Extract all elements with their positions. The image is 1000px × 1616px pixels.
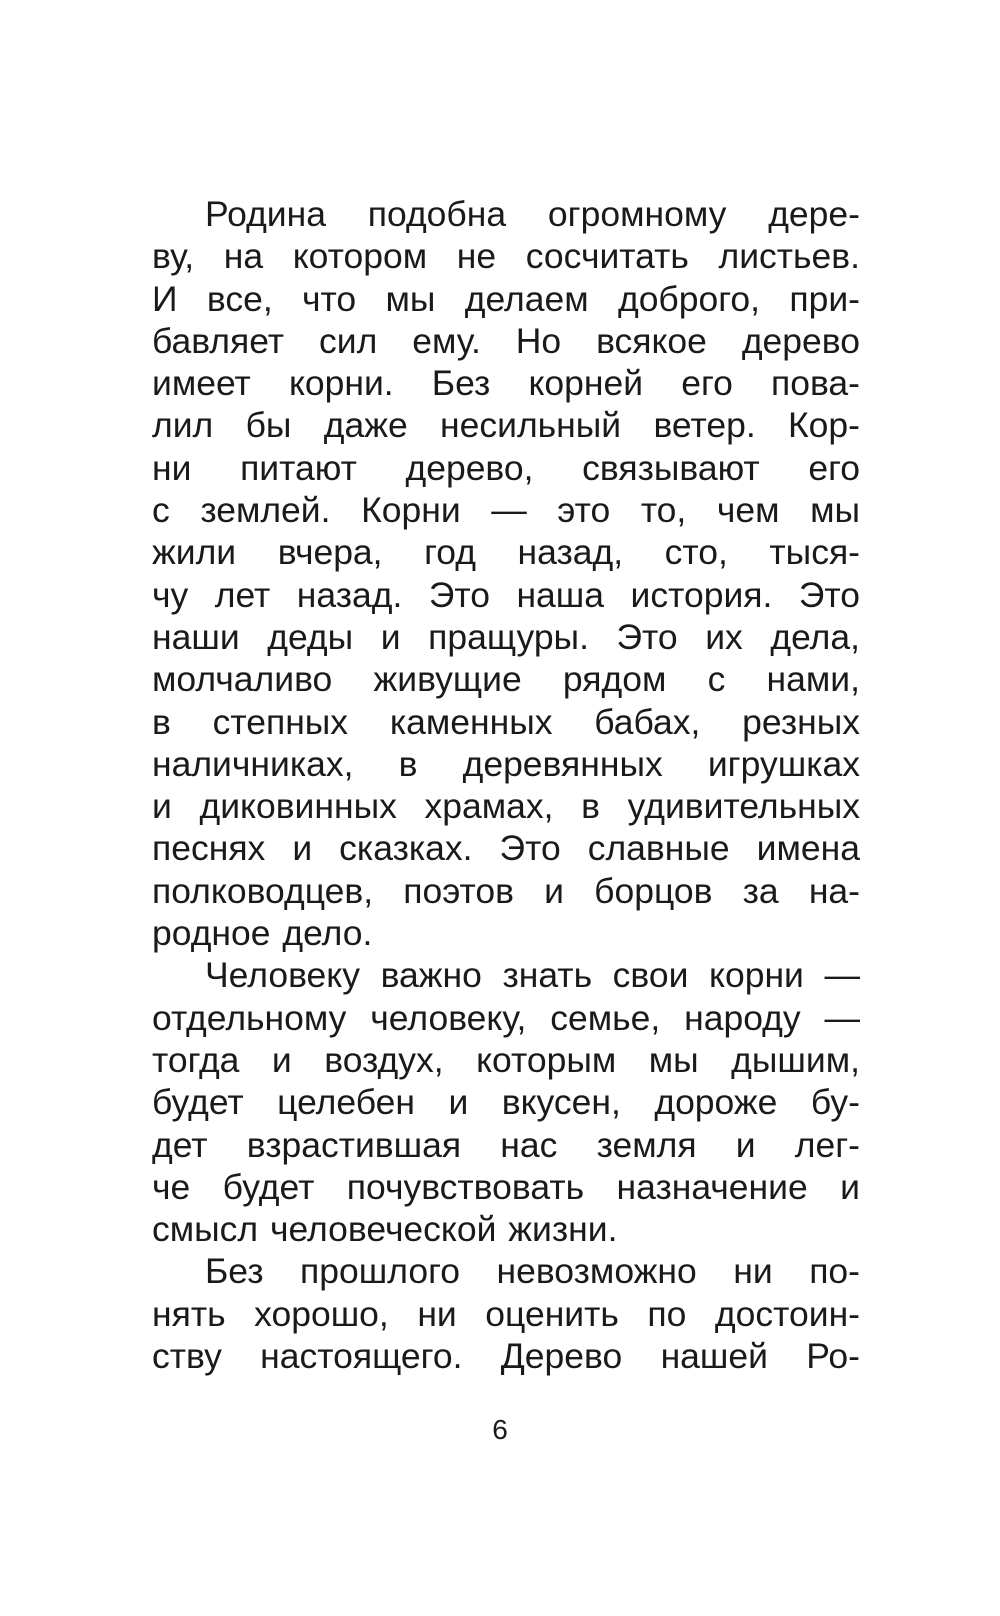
text-line: песнях и сказках. Это славные имена	[152, 828, 860, 869]
text-line: дет взрастившая нас земля и лег-	[152, 1124, 860, 1165]
text-line: наши деды и пращуры. Это их дела,	[152, 616, 860, 657]
paragraph-2	[152, 954, 860, 1250]
text-line: И все, что мы делаем доброго, при-	[152, 278, 860, 319]
text-line: ни питают дерево, связывают его	[152, 447, 860, 488]
text-line: будет целебен и вкусен, дороже бу-	[152, 1082, 860, 1123]
text-line: жили вчера, год назад, сто, тыся-	[152, 532, 860, 573]
text-line: ству настоящего. Дерево нашей Ро-	[152, 1336, 860, 1377]
text-line: Без прошлого невозможно ни по-	[205, 1251, 860, 1292]
text-line: родное дело.	[152, 913, 373, 954]
text-line: лил бы даже несильный ветер. Кор-	[152, 405, 860, 446]
text-line: Человеку важно знать свои корни —	[205, 955, 860, 996]
paragraph-1	[152, 193, 860, 954]
text-line: отдельному человеку, семье, народу —	[152, 997, 860, 1038]
text-line: смысл человеческой жизни.	[152, 1209, 618, 1250]
text-line: имеет корни. Без корней его пова-	[152, 363, 860, 404]
text-line: бавляет сил ему. Но всякое дерево	[152, 320, 860, 361]
text-line: молчаливо живущие рядом с нами,	[152, 659, 860, 700]
text-line: с землей. Корни — это то, чем мы	[152, 490, 860, 531]
text-line: в степных каменных бабах, резных	[152, 701, 860, 742]
text-line: чу лет назад. Это наша история. Это	[152, 574, 860, 615]
text-line: нять хорошо, ни оценить по достоин-	[152, 1293, 860, 1334]
text-line: че будет почувствовать назначение и	[152, 1166, 860, 1207]
text-line: ву, на котором не сосчитать листьев.	[152, 236, 860, 277]
text-line: полководцев, поэтов и борцов за на-	[152, 870, 860, 911]
text-line: наличниках, в деревянных игрушках	[152, 743, 860, 784]
paragraph-3	[152, 1250, 860, 1377]
text-line: тогда и воздух, которым мы дышим,	[152, 1039, 860, 1080]
page-number: 6	[492, 1414, 508, 1445]
body-text	[152, 193, 860, 1377]
text-line: и диковинных храмах, в удивительных	[152, 786, 860, 827]
text-line: Родина подобна огромному дере-	[205, 194, 860, 234]
